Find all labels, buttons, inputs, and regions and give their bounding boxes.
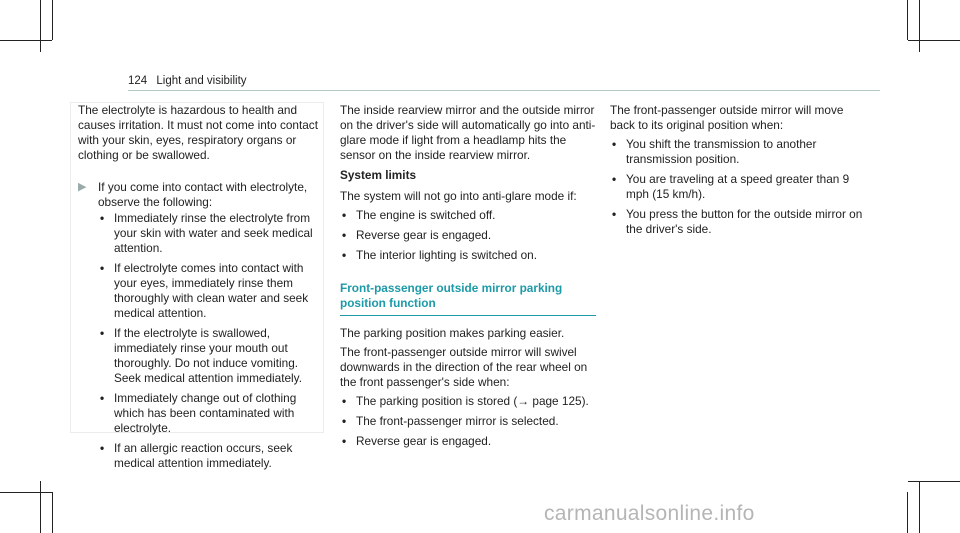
crop-mark	[52, 492, 53, 533]
system-limits-heading: System limits	[340, 168, 417, 182]
list-item: • The front-passenger mirror is selected.	[342, 414, 559, 428]
page-header	[128, 74, 247, 89]
warning-action-text: If you come into contact with electrolyte, observe the following:	[98, 180, 308, 209]
column-3	[610, 103, 866, 242]
bullet-icon: •	[100, 261, 105, 275]
bullet-icon: •	[342, 208, 347, 222]
bullet-icon: •	[342, 228, 347, 242]
return-intro: The front-passenger outside mirror will move back to its original position when:	[610, 103, 844, 132]
crop-mark	[907, 492, 908, 533]
page-number: 124	[128, 75, 148, 87]
warning-steps	[98, 211, 318, 471]
list-item: • You are traveling at a speed greater than 9 mph (15 km/h).	[612, 172, 850, 201]
bullet-icon: •	[612, 137, 617, 151]
anti-glare-intro: The inside rearview mirror and the outside mirror on the driver's side will automatically go into anti-glare mode if light from a headlamp hits the sensor on the inside rearview mirror.	[340, 103, 596, 162]
bullet-icon: •	[100, 441, 105, 455]
crop-mark	[908, 481, 960, 482]
list-item: • Immediately change out of clothing which has been contaminated with electrolyte.	[100, 391, 297, 435]
list-item: • You press the button for the outside mirror on the driver's side.	[612, 207, 863, 236]
list-item: • The engine is switched off.	[342, 208, 496, 222]
list-item: • Reverse gear is engaged.	[342, 228, 492, 242]
section-title: Light and visibility	[156, 75, 247, 87]
section-heading: Front-passenger outside mirror parking position function	[340, 281, 563, 310]
list-item: • If the electrolyte is swallowed, immediately rinse your mouth out thoroughly. Do not induce vomiting. Seek medical attention immediately.	[100, 326, 302, 385]
list-item	[340, 394, 598, 409]
watermark: carmanualsonline.info	[544, 502, 755, 525]
warning-action	[78, 180, 318, 471]
parking-conditions	[340, 394, 598, 449]
system-limits-list	[340, 208, 598, 263]
column-2	[340, 103, 598, 454]
section-rule	[340, 315, 596, 316]
crop-mark	[0, 40, 52, 41]
parking-text-1: The parking position makes parking easier.	[340, 326, 565, 340]
list-item: • If electrolyte comes into contact with your eyes, immediately rinse them thoroughly with clean water and seek medical attention.	[100, 261, 309, 320]
column-1	[78, 103, 318, 476]
bullet-icon: •	[342, 414, 347, 428]
return-conditions	[610, 137, 866, 237]
warning-intro: The electrolyte is hazardous to health and causes irritation. It must not come into contact with your skin, eyes, respiratory organs or clothing or be swallowed.	[78, 103, 318, 162]
bullet-icon: •	[342, 394, 347, 408]
system-limits-text: The system will not go into anti-glare mode if:	[340, 189, 577, 203]
crop-mark	[40, 481, 41, 533]
page-reference[interactable]: The parking position is stored (→ page 125).	[356, 394, 589, 408]
crop-mark	[0, 492, 52, 493]
bullet-icon: •	[612, 207, 617, 221]
list-item: • You shift the transmission to another transmission position.	[612, 137, 817, 166]
crop-mark	[919, 481, 920, 533]
crop-mark	[908, 40, 960, 41]
bullet-icon: •	[100, 326, 105, 340]
arrow-icon: ▶	[78, 181, 87, 193]
crop-mark	[52, 0, 53, 40]
crop-mark	[907, 0, 908, 40]
crop-mark	[919, 0, 920, 52]
list-item: • Reverse gear is engaged.	[342, 434, 492, 448]
crop-mark	[40, 0, 41, 52]
bullet-icon: •	[612, 172, 617, 186]
bullet-icon: •	[100, 211, 105, 225]
list-item: • The interior lighting is switched on.	[342, 248, 537, 262]
bullet-icon: •	[100, 391, 105, 405]
parking-text-2: The front-passenger outside mirror will swivel downwards in the direction of the rear wheel on the front passenger's side when:	[340, 345, 588, 389]
list-item: • If an allergic reaction occurs, seek medical attention immediately.	[100, 441, 293, 470]
bullet-icon: •	[342, 434, 347, 448]
bullet-icon: •	[342, 248, 347, 262]
header-rule	[128, 90, 880, 91]
list-item: • Immediately rinse the electrolyte from your skin with water and seek medical attention.	[100, 211, 313, 255]
